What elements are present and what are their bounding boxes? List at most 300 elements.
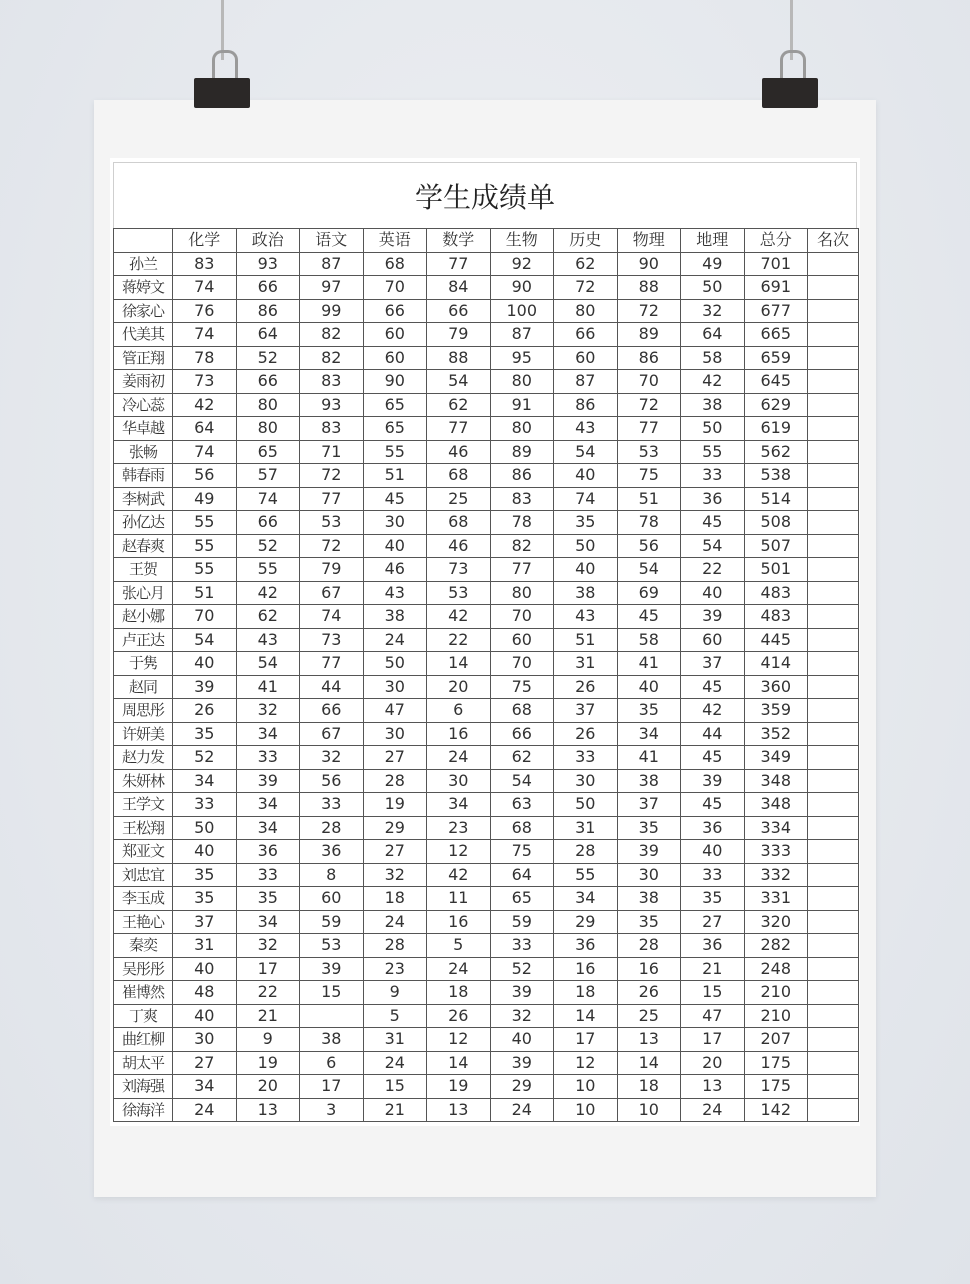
score-cell: 52 <box>236 346 300 370</box>
table-row <box>114 981 859 1005</box>
rank-cell <box>808 746 859 770</box>
score-cell: 95 <box>490 346 554 370</box>
score-cell: 75 <box>490 840 554 864</box>
score-cell: 60 <box>681 628 745 652</box>
score-cell: 5 <box>363 1004 427 1028</box>
rank-cell <box>808 722 859 746</box>
table-row <box>114 417 859 441</box>
score-cell: 76 <box>173 299 237 323</box>
rank-cell <box>808 1051 859 1075</box>
score-cell: 36 <box>681 934 745 958</box>
sheet-title: 学生成绩单 <box>113 162 857 229</box>
table-row <box>114 581 859 605</box>
score-cell: 39 <box>617 840 681 864</box>
table-row <box>114 652 859 676</box>
score-cell: 30 <box>363 675 427 699</box>
total-score-cell: 333 <box>744 840 808 864</box>
score-cell: 88 <box>427 346 491 370</box>
score-cell: 39 <box>236 769 300 793</box>
score-cell: 73 <box>173 370 237 394</box>
student-name-cell: 吴彤彤 <box>114 957 173 981</box>
score-cell: 66 <box>554 323 618 347</box>
rank-cell <box>808 863 859 887</box>
score-cell: 16 <box>554 957 618 981</box>
table-row <box>114 440 859 464</box>
score-cell: 67 <box>300 722 364 746</box>
score-cell: 74 <box>554 487 618 511</box>
student-name-cell: 王学文 <box>114 793 173 817</box>
score-cell: 43 <box>236 628 300 652</box>
table-row <box>114 722 859 746</box>
score-cell: 40 <box>173 840 237 864</box>
table-row <box>114 699 859 723</box>
header-cell: 总分 <box>744 229 808 253</box>
score-cell: 25 <box>427 487 491 511</box>
score-cell: 19 <box>427 1075 491 1099</box>
header-cell: 历史 <box>554 229 618 253</box>
score-cell: 65 <box>490 887 554 911</box>
score-cell: 64 <box>236 323 300 347</box>
score-cell: 45 <box>681 511 745 535</box>
score-cell: 38 <box>617 887 681 911</box>
table-row <box>114 1004 859 1028</box>
total-score-cell: 210 <box>744 981 808 1005</box>
score-cell: 68 <box>363 252 427 276</box>
header-cell: 英语 <box>363 229 427 253</box>
score-cell: 86 <box>554 393 618 417</box>
score-cell: 40 <box>681 581 745 605</box>
score-cell: 36 <box>681 487 745 511</box>
total-score-cell: 483 <box>744 605 808 629</box>
table-row <box>114 675 859 699</box>
table-row <box>114 346 859 370</box>
score-cell <box>300 1004 364 1028</box>
score-cell: 28 <box>363 769 427 793</box>
score-cell: 59 <box>490 910 554 934</box>
table-row <box>114 746 859 770</box>
score-cell: 78 <box>173 346 237 370</box>
student-name-cell: 张心月 <box>114 581 173 605</box>
score-cell: 55 <box>681 440 745 464</box>
score-cell: 66 <box>363 299 427 323</box>
score-cell: 32 <box>236 934 300 958</box>
score-cell: 80 <box>490 370 554 394</box>
score-cell: 13 <box>236 1098 300 1122</box>
student-name-cell: 赵同 <box>114 675 173 699</box>
score-cell: 33 <box>236 863 300 887</box>
total-score-cell: 282 <box>744 934 808 958</box>
score-cell: 80 <box>490 417 554 441</box>
score-cell: 35 <box>617 699 681 723</box>
score-cell: 12 <box>427 1028 491 1052</box>
score-cell: 10 <box>554 1075 618 1099</box>
score-cell: 44 <box>681 722 745 746</box>
total-score-cell: 331 <box>744 887 808 911</box>
score-cell: 14 <box>617 1051 681 1075</box>
score-cell: 34 <box>554 887 618 911</box>
score-cell: 40 <box>617 675 681 699</box>
rank-cell <box>808 910 859 934</box>
rank-cell <box>808 840 859 864</box>
rank-cell <box>808 793 859 817</box>
rank-cell <box>808 511 859 535</box>
rank-cell <box>808 699 859 723</box>
score-cell: 33 <box>681 464 745 488</box>
score-cell: 65 <box>236 440 300 464</box>
score-cell: 84 <box>427 276 491 300</box>
total-score-cell: 483 <box>744 581 808 605</box>
score-cell: 34 <box>173 1075 237 1099</box>
score-cell: 28 <box>617 934 681 958</box>
score-cell: 9 <box>363 981 427 1005</box>
header-cell: 政治 <box>236 229 300 253</box>
score-cell: 42 <box>427 863 491 887</box>
score-cell: 11 <box>427 887 491 911</box>
score-cell: 86 <box>490 464 554 488</box>
score-cell: 13 <box>617 1028 681 1052</box>
table-row <box>114 934 859 958</box>
score-cell: 60 <box>363 323 427 347</box>
score-cell: 34 <box>236 910 300 934</box>
score-cell: 33 <box>554 746 618 770</box>
score-cell: 88 <box>617 276 681 300</box>
score-cell: 52 <box>236 534 300 558</box>
score-cell: 90 <box>363 370 427 394</box>
score-cell: 29 <box>554 910 618 934</box>
total-score-cell: 501 <box>744 558 808 582</box>
score-cell: 40 <box>363 534 427 558</box>
score-cell: 23 <box>363 957 427 981</box>
score-cell: 73 <box>427 558 491 582</box>
score-cell: 33 <box>300 793 364 817</box>
score-cell: 79 <box>300 558 364 582</box>
rank-cell <box>808 1075 859 1099</box>
score-cell: 42 <box>681 370 745 394</box>
score-cell: 20 <box>681 1051 745 1075</box>
score-cell: 21 <box>236 1004 300 1028</box>
score-cell: 35 <box>173 722 237 746</box>
total-score-cell: 334 <box>744 816 808 840</box>
score-cell: 68 <box>490 699 554 723</box>
score-cell: 75 <box>617 464 681 488</box>
rank-cell <box>808 252 859 276</box>
score-cell: 54 <box>490 769 554 793</box>
score-cell: 13 <box>681 1075 745 1099</box>
score-cell: 77 <box>490 558 554 582</box>
table-row <box>114 816 859 840</box>
student-name-cell: 周思彤 <box>114 699 173 723</box>
score-cell: 24 <box>173 1098 237 1122</box>
score-cell: 60 <box>554 346 618 370</box>
score-cell: 50 <box>681 276 745 300</box>
score-cell: 89 <box>490 440 554 464</box>
score-cell: 26 <box>427 1004 491 1028</box>
score-cell: 40 <box>681 840 745 864</box>
score-cell: 18 <box>427 981 491 1005</box>
rank-cell <box>808 417 859 441</box>
score-cell: 21 <box>681 957 745 981</box>
score-cell: 55 <box>554 863 618 887</box>
score-cell: 24 <box>363 628 427 652</box>
score-cell: 90 <box>617 252 681 276</box>
score-cell: 47 <box>681 1004 745 1028</box>
student-name-cell: 丁爽 <box>114 1004 173 1028</box>
student-name-cell: 管正翔 <box>114 346 173 370</box>
score-cell: 49 <box>681 252 745 276</box>
score-cell: 63 <box>490 793 554 817</box>
total-score-cell: 659 <box>744 346 808 370</box>
score-cell: 34 <box>236 816 300 840</box>
score-cell: 56 <box>173 464 237 488</box>
score-cell: 66 <box>490 722 554 746</box>
table-row <box>114 487 859 511</box>
student-name-cell: 蒋婷文 <box>114 276 173 300</box>
score-cell: 69 <box>617 581 681 605</box>
score-cell: 55 <box>173 534 237 558</box>
score-cell: 39 <box>490 981 554 1005</box>
student-name-cell: 许妍美 <box>114 722 173 746</box>
score-cell: 35 <box>681 887 745 911</box>
score-cell: 28 <box>363 934 427 958</box>
score-cell: 24 <box>681 1098 745 1122</box>
score-cell: 53 <box>427 581 491 605</box>
student-name-cell: 冷心蕊 <box>114 393 173 417</box>
rank-cell <box>808 605 859 629</box>
student-name-cell: 朱妍林 <box>114 769 173 793</box>
student-name-cell: 胡太平 <box>114 1051 173 1075</box>
score-cell: 57 <box>236 464 300 488</box>
score-cell: 70 <box>173 605 237 629</box>
rank-cell <box>808 558 859 582</box>
score-cell: 32 <box>300 746 364 770</box>
score-cell: 99 <box>300 299 364 323</box>
score-cell: 42 <box>173 393 237 417</box>
total-score-cell: 359 <box>744 699 808 723</box>
score-cell: 54 <box>173 628 237 652</box>
score-cell: 37 <box>554 699 618 723</box>
total-score-cell: 445 <box>744 628 808 652</box>
score-cell: 40 <box>490 1028 554 1052</box>
score-cell: 74 <box>173 276 237 300</box>
score-cell: 97 <box>300 276 364 300</box>
score-cell: 27 <box>363 746 427 770</box>
score-cell: 40 <box>554 558 618 582</box>
score-cell: 46 <box>363 558 427 582</box>
score-cell: 12 <box>427 840 491 864</box>
score-cell: 70 <box>617 370 681 394</box>
score-cell: 26 <box>554 722 618 746</box>
score-cell: 89 <box>617 323 681 347</box>
score-cell: 27 <box>681 910 745 934</box>
table-row <box>114 1098 859 1122</box>
score-cell: 36 <box>300 840 364 864</box>
total-score-cell: 348 <box>744 793 808 817</box>
score-cell: 36 <box>681 816 745 840</box>
score-cell: 70 <box>490 605 554 629</box>
table-row <box>114 957 859 981</box>
rank-cell <box>808 346 859 370</box>
table-row <box>114 464 859 488</box>
score-cell: 25 <box>617 1004 681 1028</box>
score-cell: 10 <box>554 1098 618 1122</box>
score-cell: 93 <box>236 252 300 276</box>
score-cell: 38 <box>681 393 745 417</box>
score-cell: 24 <box>490 1098 554 1122</box>
table-row <box>114 605 859 629</box>
rank-cell <box>808 534 859 558</box>
total-score-cell: 677 <box>744 299 808 323</box>
score-cell: 70 <box>490 652 554 676</box>
score-cell: 16 <box>427 910 491 934</box>
score-cell: 32 <box>681 299 745 323</box>
score-cell: 35 <box>617 910 681 934</box>
rank-cell <box>808 487 859 511</box>
score-cell: 30 <box>363 511 427 535</box>
student-name-cell: 张畅 <box>114 440 173 464</box>
student-name-cell: 孙兰 <box>114 252 173 276</box>
header-cell: 语文 <box>300 229 364 253</box>
score-cell: 54 <box>617 558 681 582</box>
score-cell: 51 <box>173 581 237 605</box>
total-score-cell: 665 <box>744 323 808 347</box>
score-cell: 40 <box>173 1004 237 1028</box>
score-cell: 27 <box>363 840 427 864</box>
score-cell: 56 <box>617 534 681 558</box>
student-name-cell: 徐海洋 <box>114 1098 173 1122</box>
score-cell: 24 <box>427 957 491 981</box>
score-cell: 12 <box>554 1051 618 1075</box>
score-cell: 34 <box>617 722 681 746</box>
score-cell: 19 <box>363 793 427 817</box>
score-cell: 77 <box>300 652 364 676</box>
score-cell: 42 <box>681 699 745 723</box>
score-cell: 39 <box>173 675 237 699</box>
score-cell: 26 <box>617 981 681 1005</box>
score-cell: 74 <box>236 487 300 511</box>
score-cell: 41 <box>617 746 681 770</box>
score-cell: 51 <box>554 628 618 652</box>
score-cell: 38 <box>554 581 618 605</box>
score-cell: 35 <box>173 887 237 911</box>
score-cell: 68 <box>427 464 491 488</box>
score-cell: 80 <box>236 417 300 441</box>
score-cell: 77 <box>300 487 364 511</box>
score-cell: 40 <box>173 957 237 981</box>
total-score-cell: 349 <box>744 746 808 770</box>
score-cell: 74 <box>173 323 237 347</box>
score-cell: 83 <box>490 487 554 511</box>
score-cell: 24 <box>363 910 427 934</box>
score-cell: 83 <box>173 252 237 276</box>
score-cell: 86 <box>617 346 681 370</box>
score-cell: 74 <box>173 440 237 464</box>
score-cell: 43 <box>363 581 427 605</box>
score-cell: 20 <box>236 1075 300 1099</box>
score-cell: 62 <box>236 605 300 629</box>
score-cell: 78 <box>617 511 681 535</box>
score-cell: 21 <box>363 1098 427 1122</box>
score-table <box>113 228 859 1122</box>
score-cell: 19 <box>236 1051 300 1075</box>
score-cell: 24 <box>427 746 491 770</box>
score-cell: 30 <box>554 769 618 793</box>
header-cell: 数学 <box>427 229 491 253</box>
student-name-cell: 李玉成 <box>114 887 173 911</box>
score-cell: 30 <box>427 769 491 793</box>
score-cell: 17 <box>681 1028 745 1052</box>
table-row <box>114 511 859 535</box>
score-cell: 54 <box>236 652 300 676</box>
score-cell: 28 <box>554 840 618 864</box>
rank-cell <box>808 934 859 958</box>
rank-cell <box>808 887 859 911</box>
score-cell: 31 <box>363 1028 427 1052</box>
table-row <box>114 628 859 652</box>
total-score-cell: 142 <box>744 1098 808 1122</box>
score-cell: 17 <box>236 957 300 981</box>
score-cell: 82 <box>490 534 554 558</box>
total-score-cell: 619 <box>744 417 808 441</box>
rank-cell <box>808 652 859 676</box>
score-cell: 17 <box>554 1028 618 1052</box>
score-cell: 40 <box>173 652 237 676</box>
score-cell: 55 <box>363 440 427 464</box>
total-score-cell: 645 <box>744 370 808 394</box>
score-cell: 47 <box>363 699 427 723</box>
score-cell: 55 <box>236 558 300 582</box>
rank-cell <box>808 1028 859 1052</box>
score-cell: 36 <box>554 934 618 958</box>
score-cell: 29 <box>490 1075 554 1099</box>
header-cell: 地理 <box>681 229 745 253</box>
table-row <box>114 769 859 793</box>
score-cell: 66 <box>236 276 300 300</box>
score-cell: 33 <box>173 793 237 817</box>
score-cell: 13 <box>427 1098 491 1122</box>
score-cell: 77 <box>427 252 491 276</box>
score-cell: 93 <box>300 393 364 417</box>
total-score-cell: 508 <box>744 511 808 535</box>
table-row <box>114 393 859 417</box>
score-cell: 18 <box>554 981 618 1005</box>
score-cell: 53 <box>617 440 681 464</box>
score-cell: 66 <box>300 699 364 723</box>
score-cell: 18 <box>617 1075 681 1099</box>
score-cell: 62 <box>554 252 618 276</box>
score-cell: 45 <box>617 605 681 629</box>
total-score-cell: 175 <box>744 1051 808 1075</box>
table-row <box>114 323 859 347</box>
score-cell: 45 <box>681 793 745 817</box>
score-cell: 9 <box>236 1028 300 1052</box>
score-cell: 91 <box>490 393 554 417</box>
score-cell: 22 <box>236 981 300 1005</box>
score-cell: 24 <box>363 1051 427 1075</box>
score-cell: 72 <box>300 464 364 488</box>
score-cell: 53 <box>300 511 364 535</box>
score-cell: 77 <box>427 417 491 441</box>
score-cell: 35 <box>617 816 681 840</box>
score-cell: 41 <box>617 652 681 676</box>
score-cell: 6 <box>427 699 491 723</box>
rank-cell <box>808 1098 859 1122</box>
total-score-cell: 538 <box>744 464 808 488</box>
score-cell: 27 <box>173 1051 237 1075</box>
score-cell: 60 <box>363 346 427 370</box>
score-cell: 82 <box>300 346 364 370</box>
student-name-cell: 李树武 <box>114 487 173 511</box>
score-cell: 32 <box>363 863 427 887</box>
